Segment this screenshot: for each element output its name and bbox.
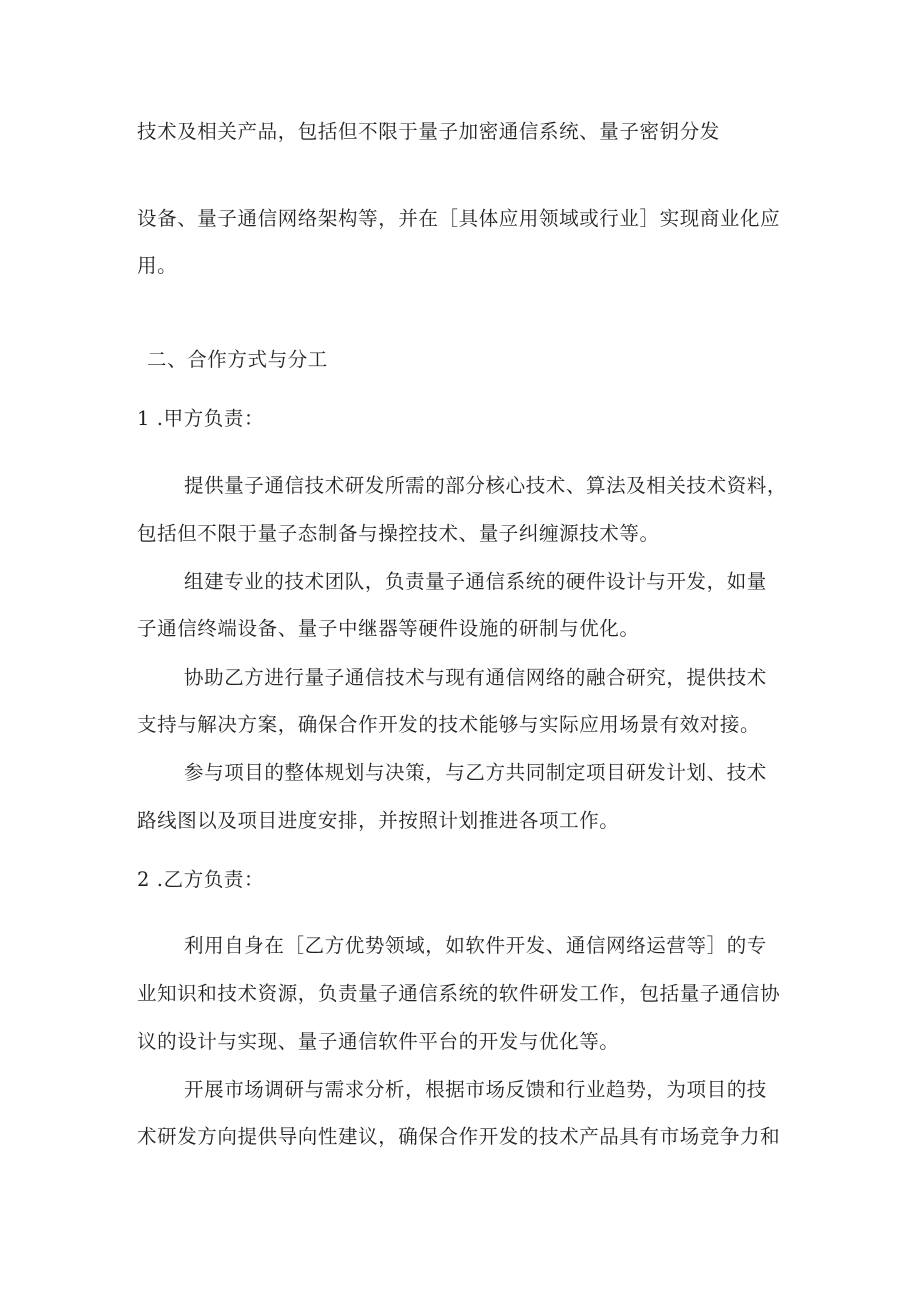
paragraph-line: 包括但不限于量子态制备与操控技术、量子纠缠源技术等。 (137, 522, 660, 545)
paragraph-line: 术研发方向提供导向性建议，确保合作开发的技术产品具有市场竞争力和 (137, 1125, 781, 1148)
paragraph-line: 参与项目的整体规划与决策，与乙方共同制定项目研发计划、技术 (184, 761, 767, 784)
paragraph-line: 用。 (137, 254, 178, 277)
paragraph-line: 组建专业的技术团队，负责量子通信系统的硬件设计与开发，如量 (184, 570, 767, 593)
paragraph-line: 利用自身在［乙方优势领域，如软件开发、通信网络运营等］的专 (184, 934, 767, 957)
party-a-heading: 1 .甲方负责： (137, 407, 265, 430)
paragraph-line: 子通信终端设备、量子中继器等硬件设施的研制与优化。 (137, 617, 640, 640)
paragraph-line: 设备、量子通信网络架构等，并在［具体应用领域或行业］实现商业化应 (137, 207, 781, 230)
paragraph-line: 开展市场调研与需求分析，根据市场反馈和行业趋势，为项目的技 (184, 1078, 767, 1101)
party-b-heading: 2 .乙方负责： (137, 868, 265, 891)
paragraph-line: 业知识和技术资源，负责量子通信系统的软件研发工作，包括量子通信协 (137, 982, 781, 1005)
paragraph-line: 提供量子通信技术研发所需的部分核心技术、算法及相关技术资料， (184, 474, 788, 497)
paragraph-line: 技术及相关产品，包括但不限于量子加密通信系统、量子密钥分发 (137, 120, 720, 143)
section-heading: 二、合作方式与分工 (147, 348, 328, 371)
paragraph-line: 议的设计与实现、量子通信软件平台的开发与优化等。 (137, 1030, 620, 1053)
paragraph-line: 支持与解决方案，确保合作开发的技术能够与实际应用场景有效对接。 (137, 713, 761, 736)
paragraph-line: 协助乙方进行量子通信技术与现有通信网络的融合研究，提供技术 (184, 666, 767, 689)
paragraph-line: 路线图以及项目进度安排，并按照计划推进各项工作。 (137, 809, 620, 832)
